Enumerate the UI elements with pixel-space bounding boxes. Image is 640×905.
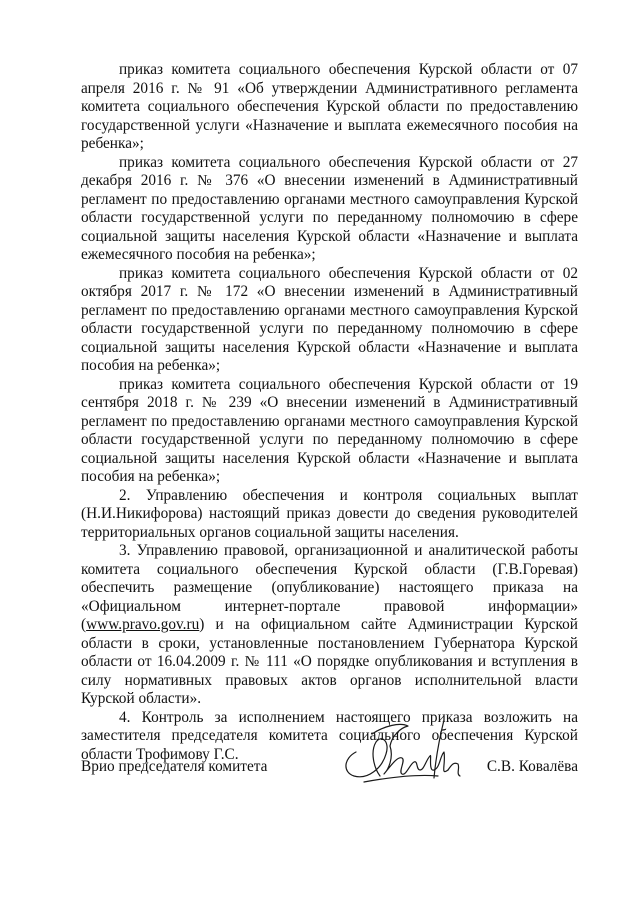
- paragraph-order-172: приказ комитета социального обеспечения Курской области от 02 октября 2017 г. № 172 «О внесении изменений в Административный регламент по предоставлению органами местного самоуправления Курской области государственной услуги по переданному полномочию в сфере социальной защиты населения Курской области «Назначение и выплата пособия на ребенка»;: [81, 264, 578, 374]
- item-3-text-after: ) и на официальном сайте Администрации Курской области в сроки, установленные постановлением Губернатора Курской области от 16.04.2009 г. № 111 «О порядке опубликования и вступления в силу нормативных правовых актов органов исполнительной власти Курской области».: [81, 616, 578, 707]
- handwritten-signature: [336, 712, 476, 792]
- pravo-link[interactable]: www.pravo.gov.ru: [86, 616, 200, 633]
- signature-row: [81, 758, 578, 778]
- document-body: [81, 61, 578, 764]
- paragraph-item-2: 2. Управлению обеспечения и контроля социальных выплат (Н.И.Никифорова) настоящий приказ довести до сведения руководителей территориальных органов социальной защиты населения.: [81, 486, 578, 541]
- paragraph-item-4: 4. Контроль за исполнением настоящего приказа возложить на заместителя председателя комитета социального обеспечения Курской области Трофимову Г.С.: [81, 708, 578, 763]
- item-3-text-before: 3. Управлению правовой, организационной и аналитической работы комитета социального обеспечения Курской области (Г.В.Горевая) обеспечить размещение (опубликование) настоящего приказа на «Официальном интернет-портале правовой информации» (: [81, 542, 578, 633]
- paragraph-order-91: приказ комитета социального обеспечения Курской области от 07 апреля 2016 г. № 91 «Об утверждении Административного регламента комитета социального обеспечения Курской области по предоставлению государственной услуги «Назначение и выплата ежемесячного пособия на ребенка»;: [81, 61, 578, 152]
- signatory-title: Врио председателя комитета: [81, 758, 268, 775]
- paragraph-order-239: приказ комитета социального обеспечения Курской области от 19 сентября 2018 г. № 239 «О внесении изменений в Административный регламент по предоставлению органами местного самоуправления Курской области государственной услуги по переданному полномочию в сфере социальной защиты населения Курской области «Назначение и выплата пособия на ребенка»;: [81, 375, 578, 485]
- paragraph-order-376: приказ комитета социального обеспечения Курской области от 27 декабря 2016 г. № 376 «О внесении изменений в Административный регламент по предоставлению органами местного самоуправления Курской области государственной услуги по переданному полномочию в сфере социальной защиты населения Курской области «Назначение и выплата ежемесячного пособия на ребенка»;: [81, 153, 578, 263]
- signatory-name: С.В. Ковалёва: [486, 758, 578, 775]
- paragraph-item-3: [81, 542, 578, 709]
